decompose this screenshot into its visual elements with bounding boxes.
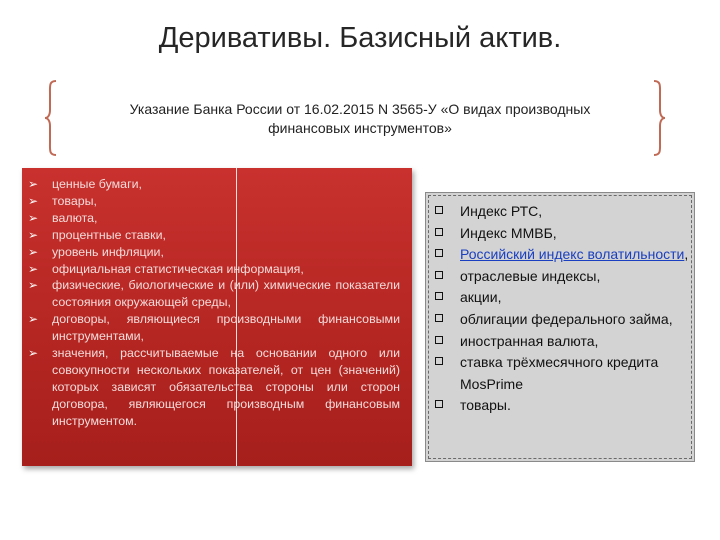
hollow-square-bullet-icon — [435, 228, 443, 236]
list-item: ➢ значения, рассчитываемые на основании одного или совокупности нескольких показателей, от цен (значений) которых зависят обязательства стороны или сторон договора, являющегося производным финансовым инструментом. — [28, 346, 400, 428]
arrow-check-bullet-icon: ➢ — [28, 210, 39, 225]
list-item: Индекс РТС, — [434, 201, 692, 223]
list-item: иностранная валюта, — [434, 331, 692, 353]
list-item: облигации федерального займа, — [434, 309, 692, 331]
list-item: акции, — [434, 287, 692, 309]
list-item: ставка трёхмесячного кредита MosPrime — [434, 352, 692, 395]
right-brace-icon — [652, 80, 666, 156]
arrow-check-bullet-icon: ➢ — [28, 312, 39, 327]
list-item: ➢ процентные ставки, — [28, 227, 166, 242]
left-brace-icon — [44, 80, 58, 156]
hollow-square-bullet-icon — [435, 271, 443, 279]
index-examples-panel — [425, 192, 695, 462]
hollow-square-bullet-icon — [435, 206, 443, 214]
subtitle-line-1: Указание Банка России от 16.02.2015 N 3565-У «О видах производных — [129, 101, 591, 117]
list-item: ➢ ценные бумаги, — [28, 177, 142, 191]
slide-title: Деривативы. Базисный актив. — [158, 22, 562, 54]
list-item: Российский индекс волатильности, — [434, 244, 692, 266]
arrow-check-bullet-icon: ➢ — [28, 278, 39, 293]
hollow-square-bullet-icon — [435, 336, 443, 344]
hollow-square-bullet-icon — [435, 357, 443, 365]
underlying-assets-list — [28, 176, 400, 430]
subtitle-line-2: финансовых инструментов» — [268, 120, 452, 136]
list-item: Индекс ММВБ, — [434, 223, 692, 245]
hollow-square-bullet-icon — [435, 314, 443, 322]
list-item: отраслевые индексы, — [434, 266, 692, 288]
volatility-index-link[interactable]: Российский индекс волатильности — [460, 246, 685, 263]
arrow-check-bullet-icon: ➢ — [28, 193, 39, 208]
arrow-check-bullet-icon: ➢ — [28, 227, 39, 242]
list-item: ➢ валюта, — [28, 210, 98, 225]
arrow-check-bullet-icon: ➢ — [28, 346, 39, 361]
list-item: товары. — [434, 395, 692, 417]
list-item: ➢ физические, биологические и (или) химические показатели состояния окружающей среды, — [28, 278, 400, 310]
underlying-assets-panel — [22, 168, 412, 466]
list-item: ➢ официальная статистическая информация, — [28, 261, 304, 276]
list-item: ➢ товары, — [28, 193, 98, 208]
hollow-square-bullet-icon — [435, 400, 443, 408]
list-item: ➢ уровень инфляции, — [28, 244, 164, 259]
arrow-check-bullet-icon: ➢ — [28, 244, 39, 259]
index-examples-list — [434, 201, 692, 417]
arrow-check-bullet-icon: ➢ — [28, 261, 39, 276]
hollow-square-bullet-icon — [435, 292, 443, 300]
arrow-check-bullet-icon: ➢ — [28, 177, 39, 191]
list-item: ➢ договоры, являющиеся производными финансовыми инструментами, — [28, 312, 400, 344]
subtitle — [80, 100, 640, 138]
hollow-square-bullet-icon — [435, 249, 443, 257]
